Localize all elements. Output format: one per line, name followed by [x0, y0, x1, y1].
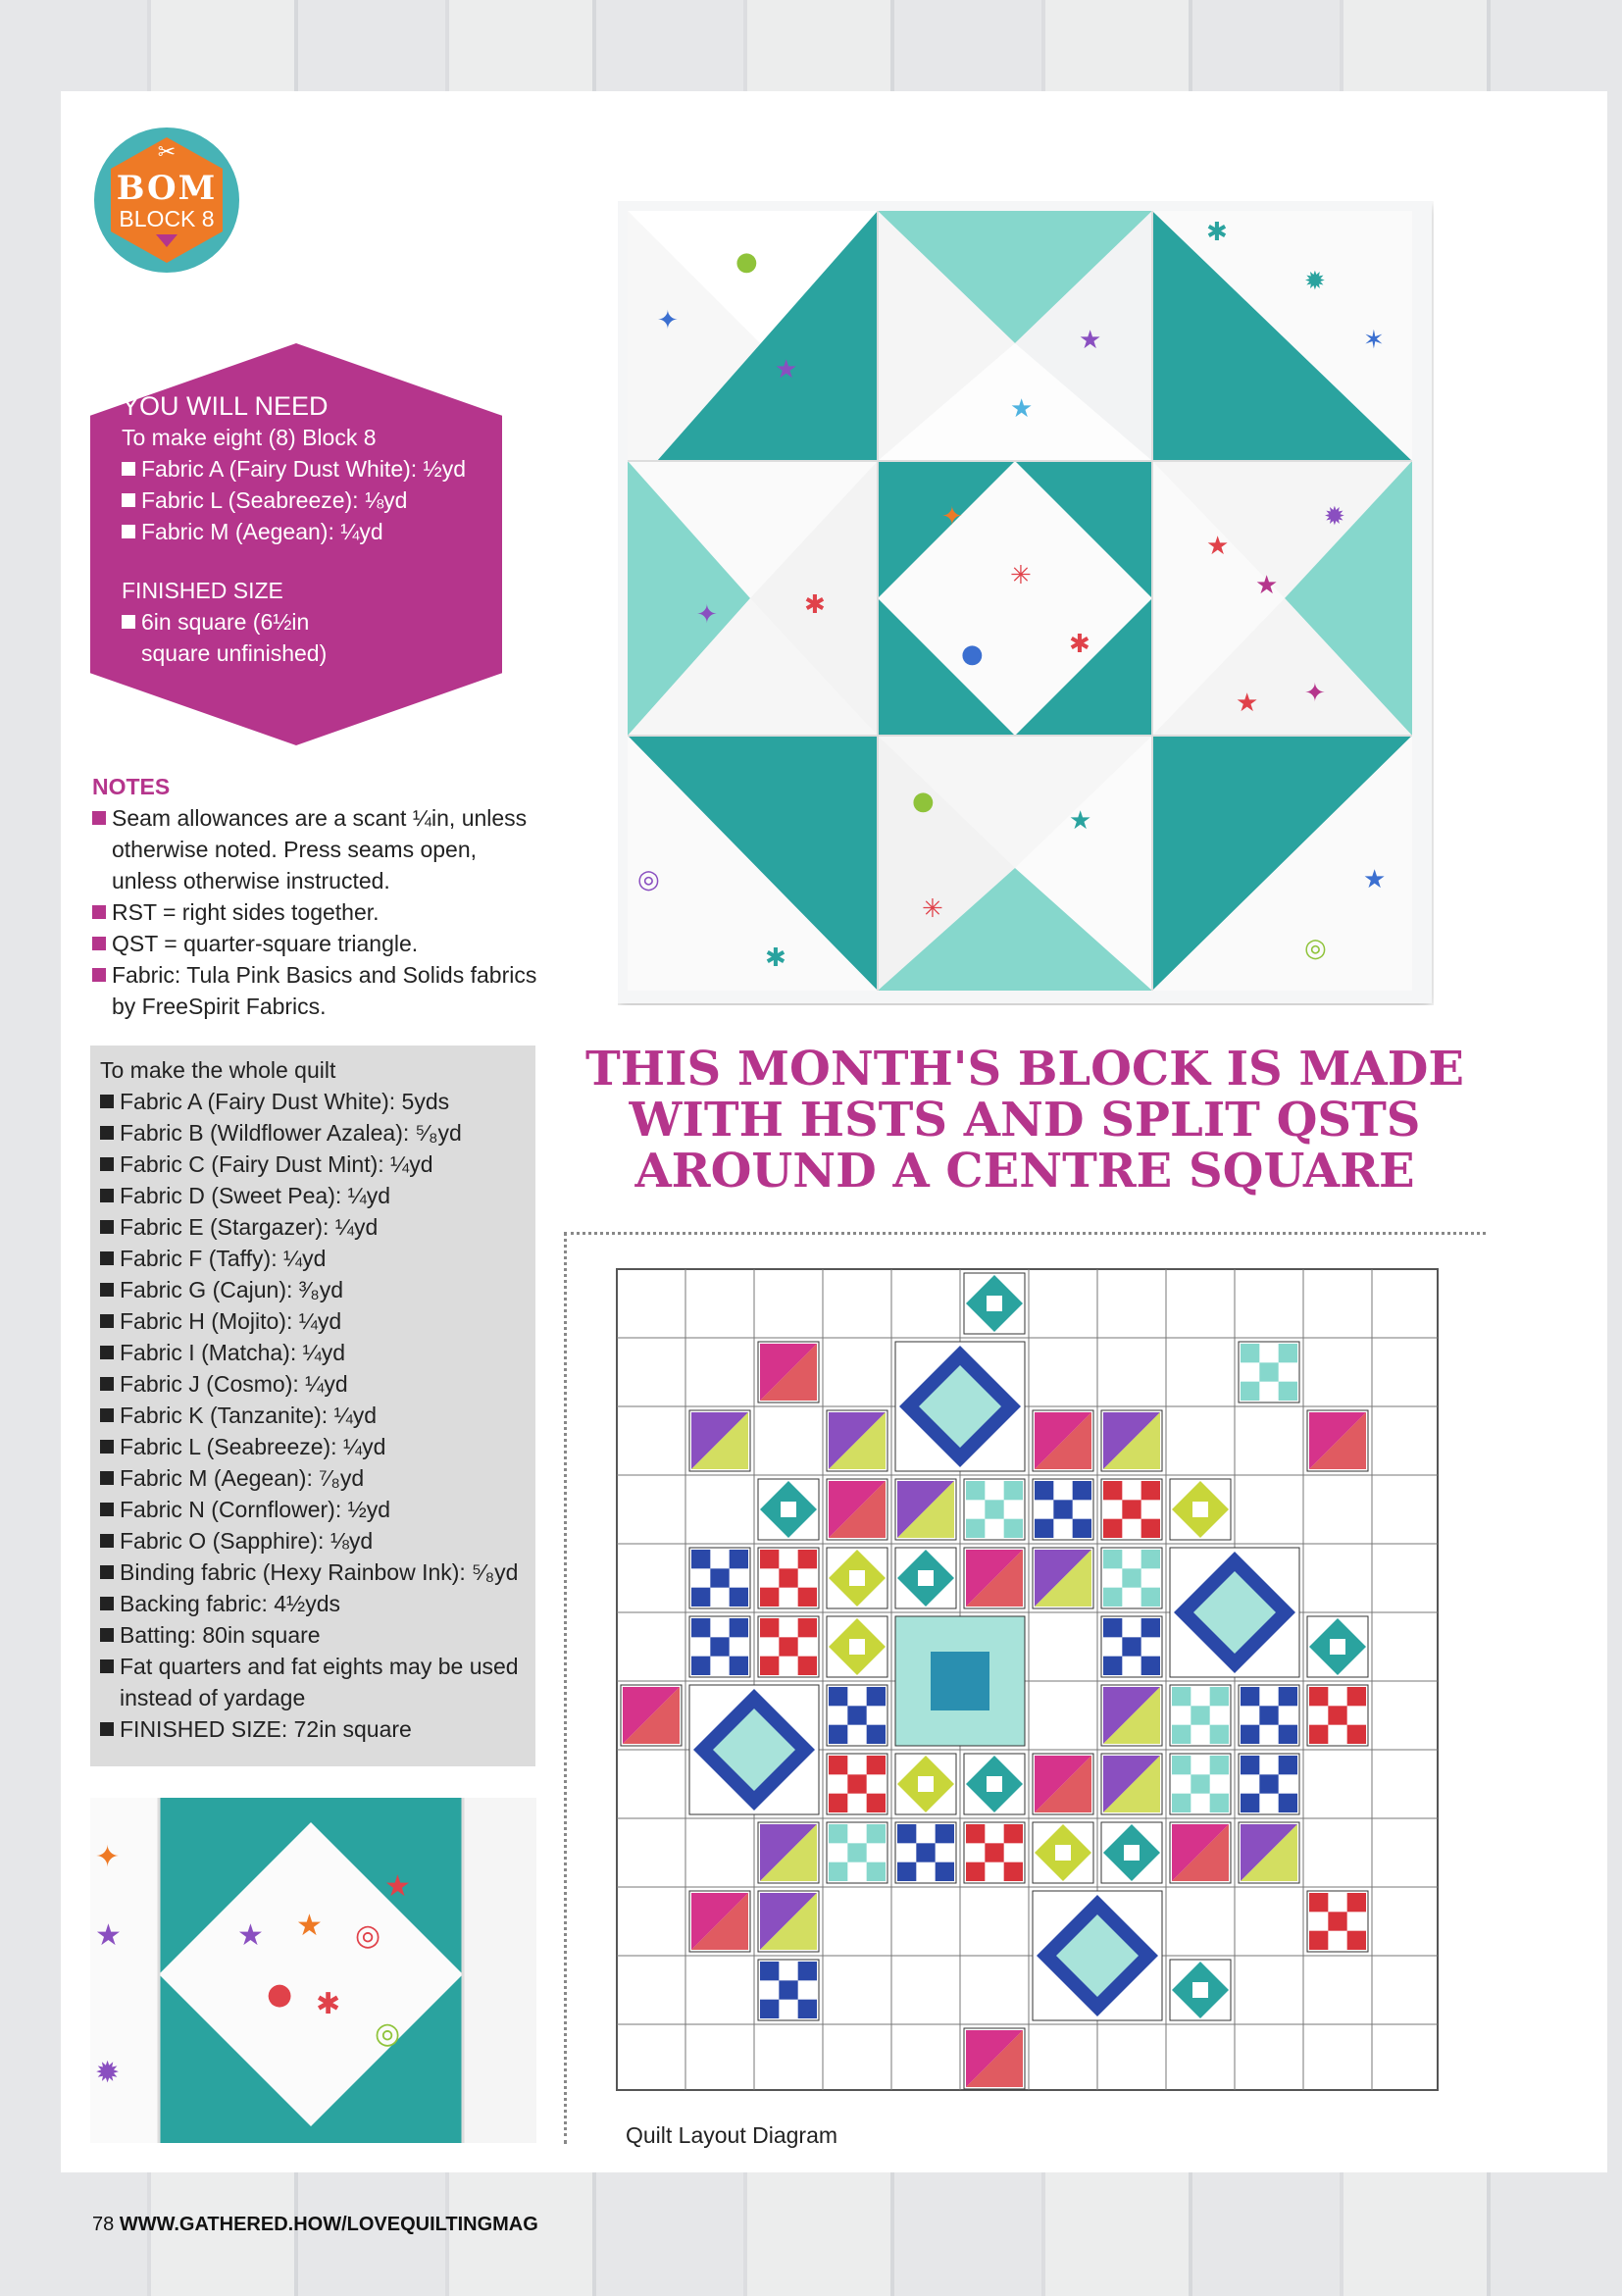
- svg-text:●: ●: [961, 639, 984, 669]
- quilt-layout-diagram: [613, 1265, 1442, 2094]
- quilt-block: [895, 1822, 956, 1883]
- quilt-block: [895, 1754, 956, 1814]
- svg-text:✦: ✦: [1304, 679, 1326, 708]
- quilt-block: [1101, 1685, 1162, 1746]
- quilt-block: [1033, 1479, 1093, 1540]
- quilt-block: [621, 1685, 682, 1746]
- finished-size-cont: square unfinished): [141, 640, 328, 666]
- svg-text:✱: ✱: [765, 944, 786, 973]
- svg-text:★: ★: [1363, 865, 1387, 894]
- svg-text:◎: ◎: [637, 865, 660, 894]
- whole-quilt-item: Fabric M (Aegean): ⁷⁄₈yd: [100, 1462, 532, 1494]
- svg-text:✱: ✱: [1206, 218, 1228, 247]
- quilt-block: [689, 1891, 750, 1952]
- svg-text:✶: ✶: [1363, 326, 1385, 355]
- whole-quilt-item: Batting: 80in square: [100, 1619, 532, 1651]
- svg-text:✹: ✹: [1324, 502, 1345, 532]
- quilt-block: [827, 1616, 887, 1677]
- notes-item: QST = quarter-square triangle.: [92, 928, 543, 959]
- whole-quilt-item: Backing fabric: 4½yds: [100, 1588, 532, 1619]
- svg-text:✦: ✦: [941, 502, 963, 532]
- quilt-block-large: [1033, 1891, 1162, 2020]
- whole-quilt-item: FINISHED SIZE: 72in square: [100, 1713, 532, 1745]
- svg-text:✱: ✱: [1069, 630, 1090, 659]
- svg-text:★: ★: [1206, 532, 1230, 561]
- quilt-block: [1033, 1754, 1093, 1814]
- page-footer: [92, 2214, 538, 2236]
- whole-quilt-item: Fabric C (Fairy Dust Mint): ¼yd: [100, 1148, 532, 1180]
- finished-size-heading: FINISHED SIZE: [122, 578, 283, 603]
- quilt-block: [1239, 1754, 1299, 1814]
- quilt-block: [1101, 1616, 1162, 1677]
- quilt-block: [758, 1342, 819, 1403]
- need-heading: YOU WILL NEED: [122, 391, 329, 421]
- svg-text:●: ●: [267, 1977, 293, 2012]
- quilt-block: [1101, 1754, 1162, 1814]
- quilt-block: [1239, 1685, 1299, 1746]
- quilt-block: [895, 1479, 956, 1540]
- centre-square-detail-photo: [90, 1798, 536, 2143]
- svg-text:★: ★: [95, 1918, 122, 1953]
- quilt-block: [1101, 1548, 1162, 1608]
- whole-quilt-item: Fabric E (Stargazer): ¼yd: [100, 1211, 532, 1243]
- quilt-block: [758, 1891, 819, 1952]
- whole-quilt-item: Fabric I (Matcha): ¼yd: [100, 1337, 532, 1368]
- quilt-block: [1239, 1342, 1299, 1403]
- quilt-block: [827, 1822, 887, 1883]
- quilt-block: [964, 1754, 1025, 1814]
- you-will-need-text: [122, 390, 466, 669]
- svg-text:★: ★: [1010, 394, 1034, 424]
- dotted-divider-vertical: [564, 1232, 567, 2144]
- svg-text:★: ★: [384, 1869, 411, 1904]
- quilt-block: [758, 1479, 819, 1540]
- quilt-block: [689, 1410, 750, 1471]
- svg-text:★: ★: [1236, 689, 1259, 718]
- svg-text:✳: ✳: [922, 894, 943, 924]
- whole-quilt-item: Fabric J (Cosmo): ¼yd: [100, 1368, 532, 1400]
- need-intro: To make eight (8) Block 8: [122, 425, 377, 450]
- badge-title: BOM: [116, 169, 218, 208]
- quilt-block: [758, 1822, 819, 1883]
- quilt-block: [758, 1548, 819, 1608]
- page-number: 78: [92, 2214, 115, 2235]
- whole-quilt-list: [100, 1054, 532, 1745]
- quilt-block: [1307, 1616, 1368, 1677]
- quilt-block: [1101, 1410, 1162, 1471]
- quilt-block: [964, 1479, 1025, 1540]
- notes-item: Fabric: Tula Pink Basics and Solids fabrics by FreeSpirit Fabrics.: [92, 959, 543, 1022]
- svg-text:✹: ✹: [1304, 267, 1326, 296]
- svg-text:✦: ✦: [95, 1840, 121, 1874]
- whole-quilt-item: Fabric B (Wildflower Azalea): ⁵⁄₈yd: [100, 1117, 532, 1148]
- finished-size-item: 6in square (6½in: [122, 606, 466, 638]
- quilt-block: [1033, 1822, 1093, 1883]
- whole-quilt-heading: To make the whole quilt: [100, 1057, 336, 1083]
- whole-quilt-item: Fat quarters and fat eights may be used instead of yardage: [100, 1651, 532, 1713]
- quilt-block-large: [689, 1685, 819, 1814]
- quilt-block: [1307, 1891, 1368, 1952]
- svg-text:✦: ✦: [657, 306, 679, 335]
- quilt-block: [827, 1548, 887, 1608]
- need-item: Fabric A (Fairy Dust White): ½yd: [122, 453, 466, 485]
- quilt-block: [1170, 1685, 1231, 1746]
- svg-text:✳: ✳: [1010, 561, 1032, 590]
- quilt-block: [1033, 1410, 1093, 1471]
- quilt-block: [1101, 1479, 1162, 1540]
- quilt-block: [827, 1754, 887, 1814]
- quilt-block: [827, 1685, 887, 1746]
- whole-quilt-item: Fabric O (Sapphire): ⅛yd: [100, 1525, 532, 1556]
- quilt-block: [758, 1616, 819, 1677]
- quilt-block: [1307, 1685, 1368, 1746]
- svg-text:★: ★: [1255, 571, 1279, 600]
- svg-text:✱: ✱: [316, 1987, 341, 2021]
- quilt-block: [1170, 1960, 1231, 2020]
- quilt-block: [1101, 1822, 1162, 1883]
- scissors-icon: ✂: [157, 139, 177, 164]
- svg-text:◎: ◎: [1304, 934, 1327, 963]
- notes-item: Seam allowances are a scant ¼in, unless otherwise noted. Press seams open, unless otherwise instructed.: [92, 802, 543, 896]
- svg-text:✱: ✱: [804, 590, 826, 620]
- whole-quilt-item: Fabric K (Tanzanite): ¼yd: [100, 1400, 532, 1431]
- footer-url[interactable]: WWW.GATHERED.HOW/LOVEQUILTINGMAG: [119, 2214, 538, 2235]
- svg-text:✹: ✹: [95, 2056, 121, 2090]
- quilt-block: [964, 1273, 1025, 1334]
- quilt-block: [827, 1410, 887, 1471]
- whole-quilt-item: Fabric A (Fairy Dust White): 5yds: [100, 1086, 532, 1117]
- quilt-block: [1239, 1822, 1299, 1883]
- quilt-block: [689, 1616, 750, 1677]
- whole-quilt-item: Fabric H (Mojito): ¼yd: [100, 1305, 532, 1337]
- notes-heading: NOTES: [92, 774, 171, 799]
- quilt-block: [964, 2028, 1025, 2089]
- block-headline: THIS MONTH'S BLOCK IS MADE WITH HSTS AND SPLIT QSTS AROUND A CENTRE SQUARE: [584, 1042, 1465, 1199]
- whole-quilt-item: Fabric N (Cornflower): ½yd: [100, 1494, 532, 1525]
- notes-section: [92, 771, 543, 1022]
- diagram-caption: Quilt Layout Diagram: [626, 2122, 838, 2148]
- quilt-block: [1307, 1410, 1368, 1471]
- whole-quilt-item: Fabric F (Taffy): ¼yd: [100, 1243, 532, 1274]
- quilt-block: [964, 1548, 1025, 1608]
- svg-text:✦: ✦: [696, 600, 718, 630]
- whole-quilt-item: Binding fabric (Hexy Rainbow Ink): ⁵⁄₈yd: [100, 1556, 532, 1588]
- quilt-block: [827, 1479, 887, 1540]
- quilt-block: [1170, 1479, 1231, 1540]
- need-item: Fabric M (Aegean): ¼yd: [122, 516, 466, 547]
- whole-quilt-item: Fabric L (Seabreeze): ¼yd: [100, 1431, 532, 1462]
- svg-text:★: ★: [775, 355, 798, 384]
- need-item: Fabric L (Seabreeze): ⅛yd: [122, 485, 466, 516]
- whole-quilt-item: Fabric G (Cajun): ³⁄₈yd: [100, 1274, 532, 1305]
- svg-text:★: ★: [237, 1918, 264, 1953]
- svg-text:◎: ◎: [355, 1918, 381, 1953]
- whole-quilt-item: Fabric D (Sweet Pea): ¼yd: [100, 1180, 532, 1211]
- svg-text:◎: ◎: [375, 2016, 401, 2051]
- quilt-block: [758, 1960, 819, 2020]
- badge-subtitle: BLOCK 8: [119, 206, 215, 231]
- svg-text:★: ★: [1079, 326, 1102, 355]
- svg-text:★: ★: [296, 1909, 323, 1943]
- quilt-block: [1033, 1548, 1093, 1608]
- quilt-block-large: [1170, 1548, 1299, 1677]
- quilt-block: [689, 1548, 750, 1608]
- svg-text:★: ★: [1069, 806, 1092, 836]
- svg-text:●: ●: [735, 247, 758, 277]
- dotted-divider-horizontal: [564, 1232, 1486, 1235]
- notes-item: RST = right sides together.: [92, 896, 543, 928]
- svg-text:●: ●: [912, 787, 935, 816]
- quilt-block: [895, 1548, 956, 1608]
- quilt-block: [964, 1822, 1025, 1883]
- quilt-block-large: [895, 1342, 1025, 1471]
- quilt-block: [1170, 1822, 1231, 1883]
- block-8-photo: [618, 201, 1434, 1005]
- quilt-block: [1170, 1754, 1231, 1814]
- bom-badge: [94, 128, 239, 273]
